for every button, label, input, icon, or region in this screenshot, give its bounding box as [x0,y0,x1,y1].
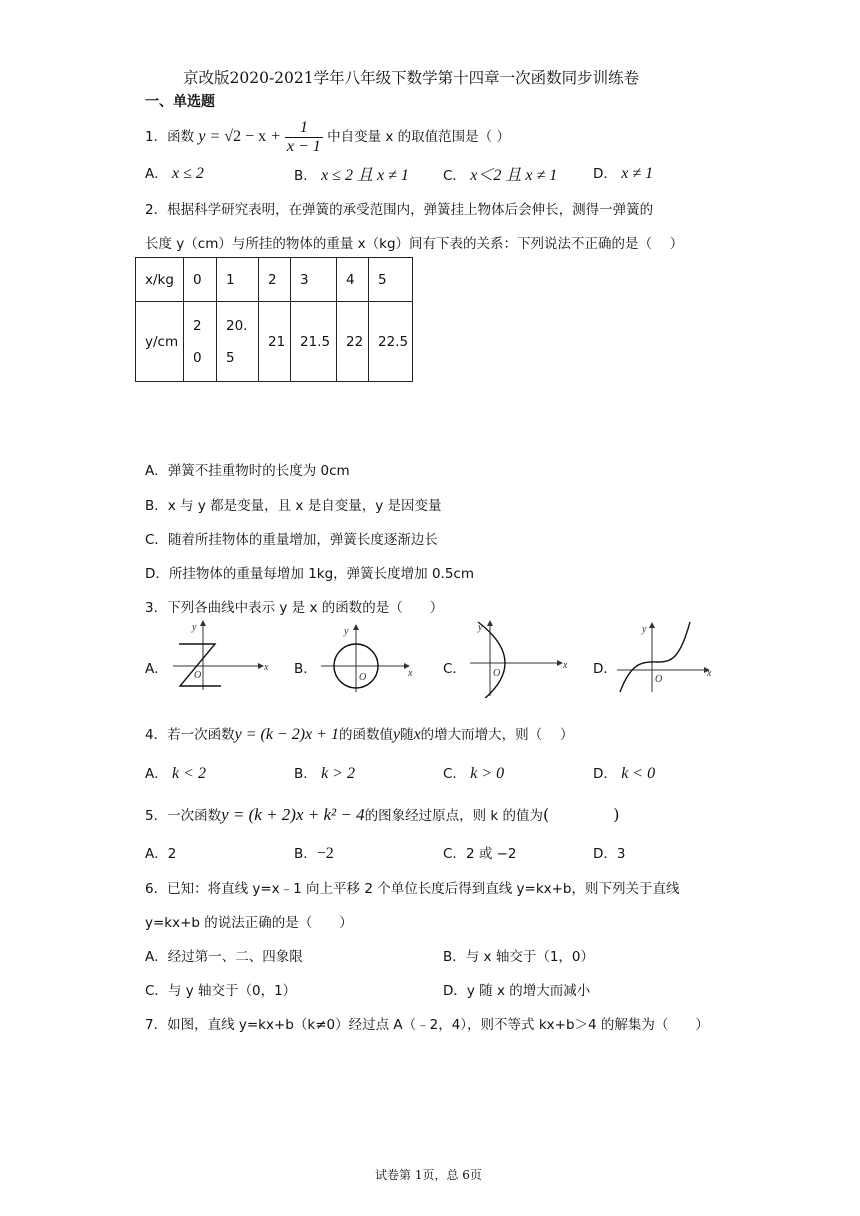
table-cell: 0 [184,258,217,302]
origin-label: O [493,668,501,679]
table-cell: 2 0 [184,302,217,382]
table-cell: 5 [369,258,413,302]
table-cell: 1 [217,258,259,302]
formula-fraction [285,119,323,156]
question-4: 4．若一次函数y = (k − 2)x + 1的函数值y随x的增大而增大，则（ ） [145,726,574,743]
option-b: B．−2 [294,845,334,862]
axis-x-label: x [264,662,269,673]
option-a: A．经过第一、二、四象限 [145,949,303,965]
axis-y-label: y [344,626,349,637]
graph-b-icon [316,620,416,695]
origin-label: O [655,674,663,685]
option-b: B． k > 2 [294,765,355,782]
option-d: D．y 随 x 的增大而减小 [443,983,591,999]
axis-x-label: x [563,660,568,671]
table-cell: 22.5 [369,302,413,382]
option-b: B． [294,661,317,677]
option-b: B． x ≤ 2 且 x ≠ 1 [294,167,409,184]
formula-root: √2 − x [224,128,267,145]
fraction-denominator: x − 1 [286,137,321,155]
question-6-line1: 6．已知：将直线 y=x﹣1 向上平移 2 个单位长度后得到直线 y=kx+b，则下列关于直线 [145,881,680,897]
origin-label: O [359,672,367,683]
option-d: D． x ≠ 1 [593,165,654,182]
origin-label: O [194,670,202,681]
option-a: A． x ≤ 2 [145,165,204,182]
table-cell: 21.5 [291,302,337,382]
table-cell: x/kg [136,258,184,302]
axis-y-label: y [478,622,483,633]
table-cell: 3 [291,258,337,302]
question-text: 中自变量 x 的取值范围是（ ） [327,129,510,145]
axis-y-label: y [192,622,197,633]
question-number: 1． [145,129,168,145]
option-c: C． [443,661,466,677]
option-c: C．随着所挂物体的重量增加，弹簧长度逐渐边长 [145,532,438,548]
option-d: D． k < 0 [593,765,656,782]
axis-x-label: x [707,668,712,679]
page-footer: 试卷第 1页，总 6页 [375,1168,482,1182]
formula-plus: + [266,128,285,145]
question-6-line2: y=kx+b 的说法正确的是（ ） [145,915,353,931]
question-5: 5．一次函数y = (k + 2)x + k² − 4的图象经过原点，则 k 的值为( ) [145,805,620,824]
graph-a-icon [163,618,273,693]
option-c: C．与 y 轴交于（0，1） [145,983,297,999]
option-d: D． [593,661,617,677]
option-a: A．弹簧不挂重物时的长度为 0cm [145,463,350,479]
option-a: A．2 [145,846,177,862]
table-row [136,258,413,302]
question-2-line1: 2．根据科学研究表明，在弹簧的承受范围内，弹簧挂上物体后会伸长，测得一弹簧的 [145,202,654,218]
formula: y = (k + 2)x + k² − 4 [221,805,365,824]
axis-x-label: x [408,668,413,679]
option-c: C． x＜2 且 x ≠ 1 [443,167,558,184]
option-b: B．与 x 轴交于（1，0） [443,949,595,965]
section-heading: 一、单选题 [145,94,215,110]
option-a: A． [145,661,168,677]
table-cell: 21 [259,302,291,382]
question-text: 函数 [167,129,195,145]
question-2-line2: 长度 y（cm）与所挂的物体的重量 x（kg）间有下表的关系：下列说法不正确的是（ ） [145,236,684,252]
formula: y = (k − 2)x + 1 [234,726,339,743]
table-cell: 2 [259,258,291,302]
option-d: D．所挂物体的重量每增加 1kg，弹簧长度增加 0.5cm [145,566,475,582]
page-title: 京改版2020-2021学年八年级下数学第十四章一次函数同步训练卷 [183,69,640,87]
table-cell: 20. 5 [217,302,259,382]
table-cell: 4 [337,258,369,302]
option-d: D．3 [593,846,626,862]
table-row [136,302,413,382]
option-a: A． k < 2 [145,765,206,782]
formula-y: y = [198,128,225,145]
option-c: C． k > 0 [443,765,505,782]
question-1 [145,117,510,157]
data-table [135,257,413,382]
option-b: B．x 与 y 都是变量，且 x 是自变量，y 是因变量 [145,498,442,514]
option-c: C．2 或 −2 [443,846,517,862]
axis-y-label: y [642,624,647,635]
graph-c-icon [462,618,572,698]
question-3: 3．下列各曲线中表示 y 是 x 的函数的是（ ） [145,600,444,616]
table-cell: 22 [337,302,369,382]
question-7: 7．如图，直线 y=kx+b（k≠0）经过点 A（﹣2，4），则不等式 kx+b＞4 的解集为（ ） [145,1017,709,1033]
table-cell: y/cm [136,302,184,382]
fraction-numerator: 1 [285,119,323,138]
graph-d-icon [612,618,722,693]
